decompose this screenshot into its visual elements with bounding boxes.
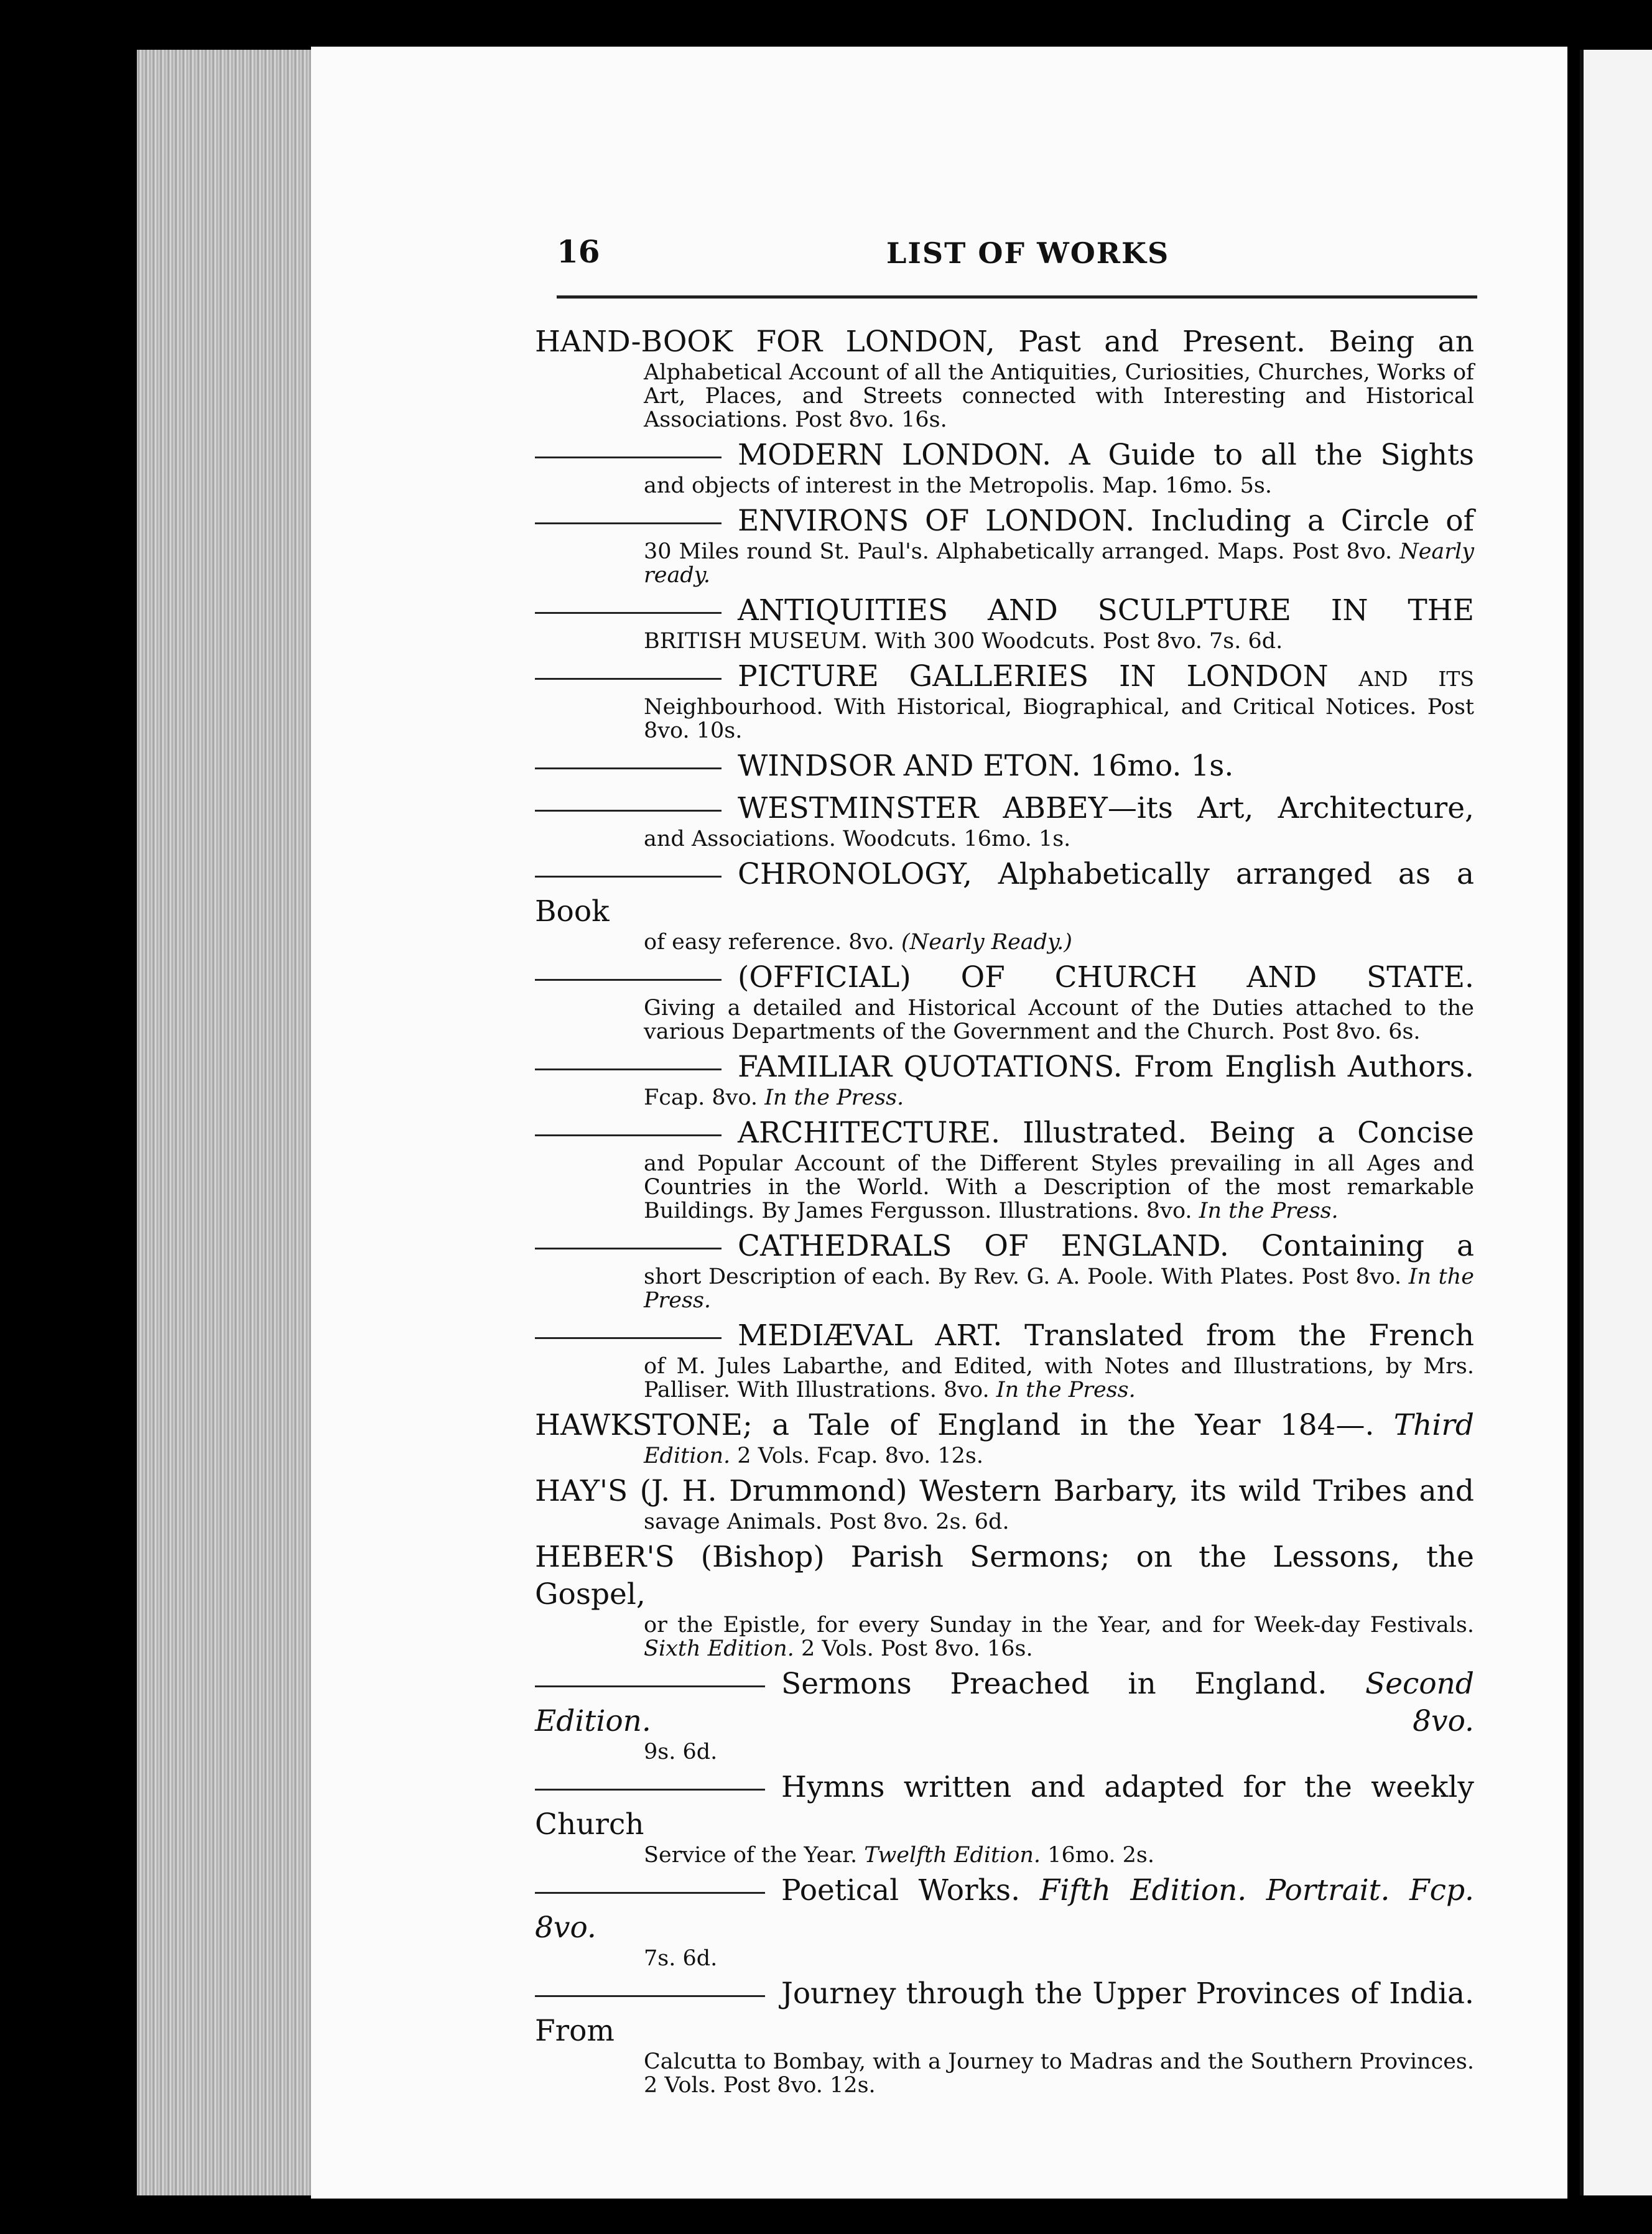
entry-detail: of easy reference. 8vo. xyxy=(644,930,894,955)
list-item xyxy=(529,1975,1474,2097)
entry-detail: and objects of interest in the Metropolis. Map. 16mo. 5s. xyxy=(644,473,1272,498)
ditto-rule xyxy=(535,1134,722,1136)
entry-detail: BRITISH MUSEUM. With 300 Woodcuts. Post 8vo. 7s. 6d. xyxy=(644,629,1283,654)
ditto-rule xyxy=(535,1892,765,1894)
ditto-rule xyxy=(535,767,722,769)
entry-title: PICTURE GALLERIES IN LONDON xyxy=(738,659,1329,693)
entry-title: HAWKSTONE; a Tale of England in the Year 184—. xyxy=(535,1408,1375,1442)
entry-detail: 7s. 6d. xyxy=(644,1946,718,1971)
ditto-rule xyxy=(535,810,722,812)
entry-detail-italic: (Nearly Ready.) xyxy=(901,930,1072,955)
entry-detail: and Associations. Woodcuts. 16mo. 1s. xyxy=(644,827,1071,851)
list-item xyxy=(529,856,1474,954)
entry-title-tail: Third xyxy=(1393,1408,1474,1442)
entry-title-tail: Fifth Edition. Portrait. Fcp. 8vo. xyxy=(535,1873,1474,1945)
works-list xyxy=(529,323,1474,2102)
entry-title: CATHEDRALS OF ENGLAND. xyxy=(738,1229,1229,1263)
entry-title: Journey through the Upper Provinces of India. xyxy=(781,1977,1474,2011)
ditto-rule xyxy=(535,522,722,524)
list-item xyxy=(529,1407,1474,1468)
entry-detail-italic: Nearly ready. xyxy=(644,539,1474,588)
ditto-rule xyxy=(535,1337,722,1339)
ditto-rule xyxy=(535,1068,722,1070)
entry-detail-tail: 2 Vols. Post 8vo. 16s. xyxy=(800,1636,1033,1661)
list-item xyxy=(529,1317,1474,1402)
entry-title: Hymns written and adapted for the weekly Church xyxy=(535,1770,1474,1842)
entry-title: WESTMINSTER ABBEY—its Art, Architecture, xyxy=(738,791,1474,825)
entry-title: (OFFICIAL) OF CHURCH AND STATE. xyxy=(738,960,1474,994)
list-item xyxy=(529,1473,1474,1534)
entry-detail-italic: Sixth Edition. xyxy=(644,1636,794,1661)
entry-title: ENVIRONS OF LONDON. xyxy=(738,504,1135,538)
entry-title: MEDIÆVAL ART. xyxy=(738,1319,1003,1353)
entry-detail: Neighbourhood. With Historical, Biographical, and Critical Notices. Post 8vo. 10s. xyxy=(644,695,1474,743)
entry-detail: or the Epistle, for every Sunday in the Year, and for Week-day Festivals. xyxy=(644,1613,1474,1638)
ditto-rule xyxy=(535,1789,765,1791)
header-rule xyxy=(557,295,1477,299)
entry-detail-italic: In the Press. xyxy=(996,1378,1136,1402)
entry-title-tail: Alphabetically arranged as a Book xyxy=(535,857,1474,929)
entry-title: HEBER'S (Bishop) Parish Sermons; on the Lessons, the Gospel, xyxy=(535,1540,1474,1611)
list-item xyxy=(529,959,1474,1044)
entry-detail-italic: Twelfth Edition. xyxy=(864,1843,1041,1868)
ditto-rule xyxy=(535,678,722,680)
list-item xyxy=(529,437,1474,498)
list-item xyxy=(529,1539,1474,1661)
entry-detail: savage Animals. Post 8vo. 2s. 6d. xyxy=(644,1509,1009,1534)
entry-title: Poetical Works. xyxy=(781,1873,1021,1907)
entry-detail: Giving a detailed and Historical Account of the Duties attached to the various Departments of the Government and the Church. Post 8vo. 6s. xyxy=(644,996,1474,1044)
entry-title-tail: Including a Circle of xyxy=(1151,504,1474,538)
ditto-rule xyxy=(535,979,722,981)
entry-detail: and Popular Account of the Different Styles prevailing in all Ages and Countries in the World. With a Description of the most remarkable Buildings. By James Fergusson. Illustrations. 8vo. xyxy=(644,1151,1474,1223)
ditto-rule xyxy=(535,1248,722,1249)
list-item xyxy=(529,1666,1474,1764)
entry-detail: 9s. 6d. xyxy=(644,1740,718,1764)
entry-detail: of M. Jules Labarthe, and Edited, with Notes and Illustrations, by Mrs. Palliser. With Illustrations. 8vo. xyxy=(644,1354,1474,1402)
facing-page-edge xyxy=(1580,50,1652,2195)
entry-title-tail: Second Edition. 8vo. xyxy=(535,1667,1474,1738)
list-item xyxy=(529,1049,1474,1110)
list-item xyxy=(529,1872,1474,1970)
entry-detail: Alphabetical Account of all the Antiquities, Curiosities, Churches, Works of Art, Places, and Streets connected with Interesting and Historical Associations. Post 8vo. 16s. xyxy=(644,360,1474,432)
list-item xyxy=(529,1228,1474,1312)
page-number: 16 xyxy=(557,233,600,270)
entry-title: HAY'S (J. H. Drummond) Western Barbary, its wild Tribes and xyxy=(535,1474,1474,1508)
entry-detail-italic: Edition. xyxy=(644,1444,731,1468)
entry-detail: short Description of each. By Rev. G. A. Poole. With Plates. Post 8vo. xyxy=(644,1264,1402,1289)
list-item xyxy=(529,323,1474,432)
entry-title-tail: 16mo. 1s. xyxy=(1090,749,1234,783)
ditto-rule xyxy=(535,612,722,614)
entry-title: CHRONOLOGY, xyxy=(738,857,972,891)
entry-title-tail: Being an xyxy=(1329,325,1474,359)
entry-detail-italic: In the Press. xyxy=(644,1264,1474,1313)
list-item xyxy=(529,1115,1474,1223)
entry-title: ARCHITECTURE. xyxy=(738,1116,1001,1150)
entry-detail: Service of the Year. xyxy=(644,1843,858,1868)
ditto-rule xyxy=(535,1995,765,1997)
book-edge xyxy=(137,50,323,2195)
entry-detail-italic: In the Press. xyxy=(764,1085,904,1110)
running-title: LIST OF WORKS xyxy=(886,236,1170,270)
entry-title: FAMILIAR QUOTATIONS. xyxy=(738,1050,1123,1084)
list-item xyxy=(529,503,1474,587)
entry-title: MODERN LONDON. xyxy=(738,438,1052,472)
ditto-rule xyxy=(535,1685,765,1687)
entry-title-tail: From English Authors. xyxy=(1133,1050,1474,1084)
entry-title-tail: Containing a xyxy=(1261,1229,1474,1263)
entry-detail: 30 Miles round St. Paul's. Alphabetically arranged. Maps. Post 8vo. xyxy=(644,539,1393,564)
entry-title-tail: Illustrated. Being a Concise xyxy=(1023,1116,1474,1150)
entry-detail: Calcutta to Bombay, with a Journey to Madras and the Southern Provinces. 2 Vols. Post 8vo. 12s. xyxy=(644,2049,1474,2098)
entry-title: ANTIQUITIES AND SCULPTURE IN THE xyxy=(738,593,1474,628)
list-item xyxy=(529,592,1474,653)
page-header xyxy=(557,233,1483,277)
entry-detail: Fcap. 8vo. xyxy=(644,1085,758,1110)
entry-title-tail: From xyxy=(535,2014,615,2048)
entry-detail-tail: 16mo. 2s. xyxy=(1047,1843,1154,1868)
list-item xyxy=(529,748,1474,785)
entry-detail-italic: In the Press. xyxy=(1199,1198,1339,1223)
entry-title: HAND-BOOK FOR LONDON, Past and Present. xyxy=(535,325,1306,359)
ditto-rule xyxy=(535,457,722,458)
entry-title-tail: Translated from the French xyxy=(1024,1319,1474,1353)
ditto-rule xyxy=(535,876,722,878)
entry-title: Sermons Preached in England. xyxy=(781,1667,1327,1701)
list-item xyxy=(529,790,1474,851)
entry-title-tail: and its xyxy=(1358,659,1474,693)
entry-title: WINDSOR AND ETON. xyxy=(738,749,1081,783)
entry-detail: 2 Vols. Fcap. 8vo. 12s. xyxy=(737,1444,984,1468)
list-item xyxy=(529,1769,1474,1867)
list-item xyxy=(529,658,1474,743)
entry-title-tail: A Guide to all the Sights xyxy=(1069,438,1474,472)
